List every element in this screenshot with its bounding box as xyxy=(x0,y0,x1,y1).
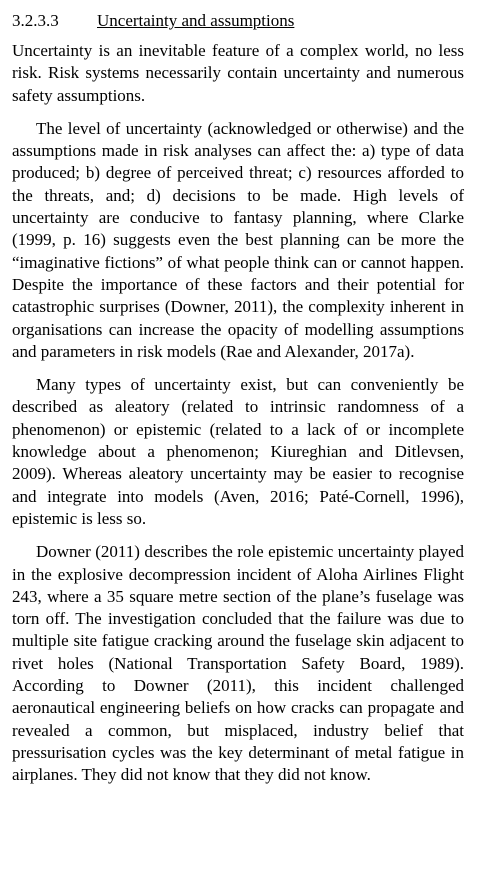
paragraph-uncertainty-types: Many types of uncertainty exist, but can conveniently be described as aleatory (related to intrinsic randomness of a phenomenon) or epistemic (related to a lack of or incomplete knowledge about a phenomenon; Kiureghian and Ditlevsen, 2009). Whereas aleatory uncertainty may be easier to recognise and integrate into models (Aven, 2016; Paté-Cornell, 1996), epistemic is less so. xyxy=(12,375,464,528)
document-page xyxy=(12,10,464,798)
section-number: 3.2.3.3 xyxy=(12,11,59,30)
paragraph-uncertainty-effects: The level of uncertainty (acknowledged or otherwise) and the assumptions made in risk analyses can affect the: a) type of data produced; b) degree of perceived threat; c) resources afforded to the threats, and; d) decisions to be made. High levels of uncertainty are conducive to fantasy planning, where Clarke (1999, p. 16) suggests even the best planning can be more the “imaginative fictions” of what people think can or cannot happen. Despite the importance of these factors and their potential for catastrophic surprises (Downer, 2011), the complexity inherent in organisations can increase the opacity of modelling assumptions and parameters in risk models (Rae and Alexander, 2017a). xyxy=(12,118,464,361)
paragraph-aloha-case: Downer (2011) describes the role epistemic uncertainty played in the explosive decompression incident of Aloha Airlines Flight 243, where a 35 square metre section of the plane’s fuselage was torn off. The investigation concluded that the failure was due to multiple site fatigue cracking around the fuselage skin adjacent to rivet holes (National Transportation Safety Board, 1989). According to Downer (2011), this incident challenged aeronautical engineering beliefs on how cracks can propagate and revealed a common, but misplaced, industry belief that pressurisation cycles was the key determinant of metal fatigue in airplanes. They did not know that they did not know. xyxy=(12,542,464,785)
section-heading xyxy=(12,10,464,32)
paragraph-intro: Uncertainty is an inevitable feature of a complex world, no less risk. Risk systems necessarily contain uncertainty and numerous safety assumptions. xyxy=(12,41,464,105)
section-title: Uncertainty and assumptions xyxy=(97,11,295,30)
